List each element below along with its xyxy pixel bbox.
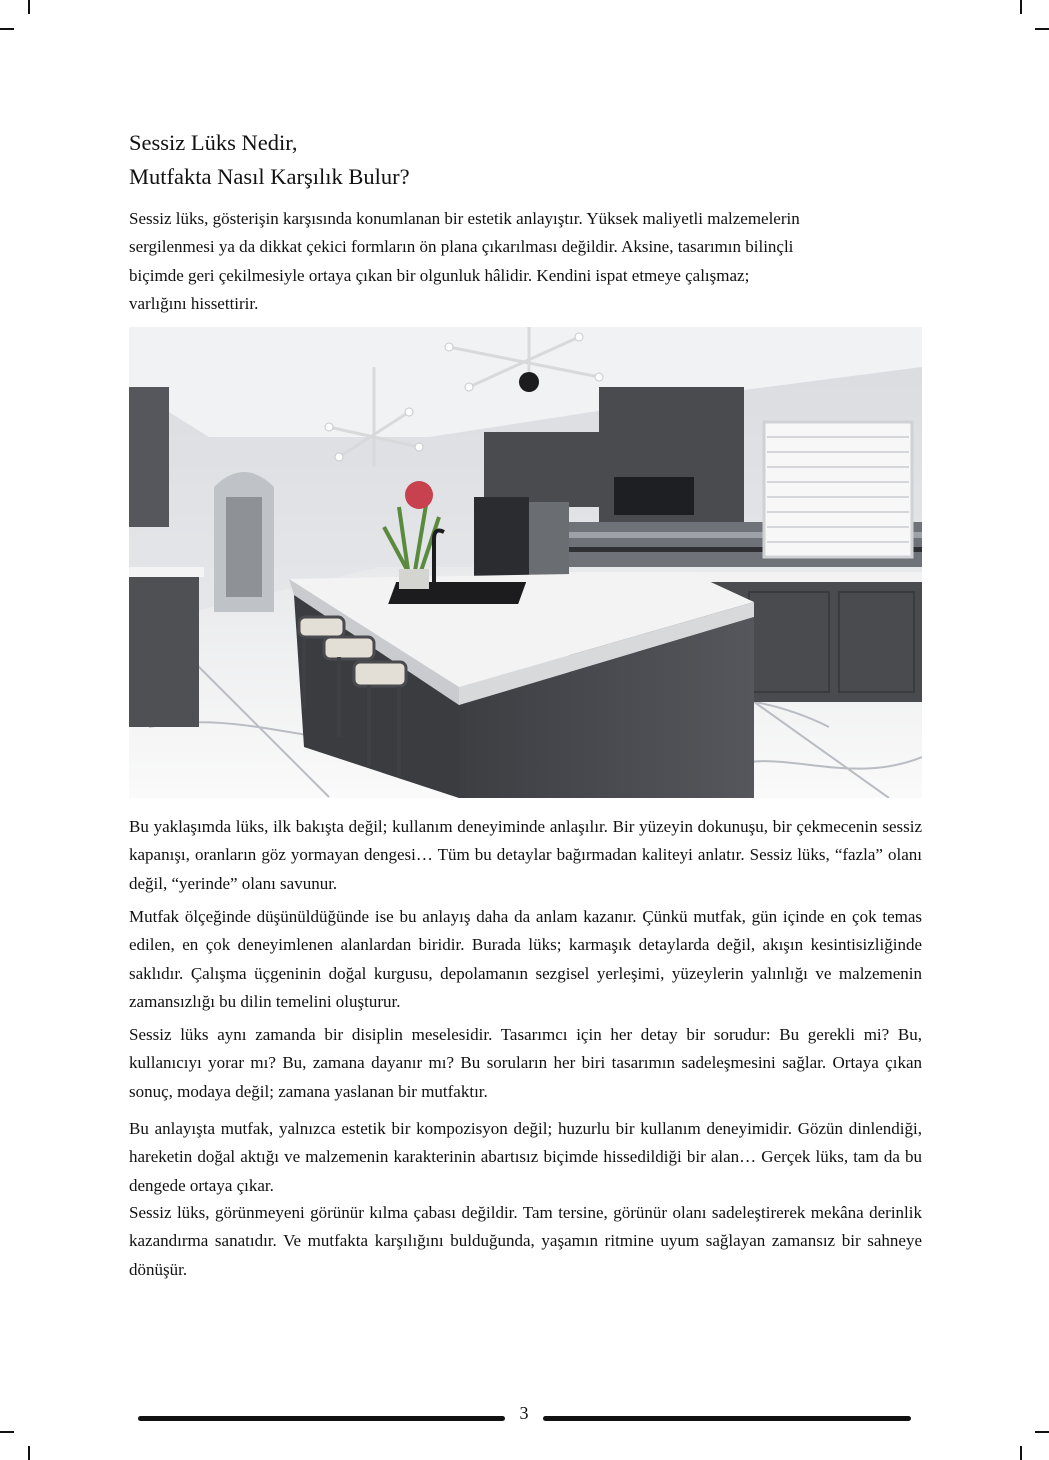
crop-mark: [28, 1446, 30, 1460]
kitchen-illustration: [129, 327, 922, 798]
footer-rule-left: [138, 1416, 505, 1421]
intro-line: Sessiz lüks, gösterişin karşısında konumlanan bir estetik anlayıştır. Yüksek maliyetli malzemelerin: [129, 209, 800, 228]
crop-mark: [1035, 28, 1049, 30]
page-title: [129, 126, 929, 194]
body-paragraph-3: Sessiz lüks aynı zamanda bir disiplin meselesidir. Tasarımcı için her detay bir sorudur: Bu gerekli mi? Bu, kullanıcıyı yorar mı? Bu, zamana dayanır mı? Bu soruların her biri tasarımın sadeleşmesini sağlar. Ortaya çıkan sonuç, modaya değil; zamana yaslanan bir mutfaktır.: [129, 1025, 922, 1101]
body-paragraph-2: Mutfak ölçeğinde düşünüldüğünde ise bu anlayış daha da anlam kazanır. Çünkü mutfak, gün içinde en çok temas edilen, en çok deneyimlenen alanlardan biridir. Burada lüks; karmaşık detaylarda değil, akışın kesintisizliğinde saklıdır. Çalışma üçgeninin doğal kurgusu, depolamanın sezgisel yerleşimi, yüzeylerin yalınlığı ve malzemenin zamansızlığı bu dilin temelini oluşturur.: [129, 907, 922, 1011]
intro-line: sergilenmesi ya da dikkat çekici formların ön plana çıkarılması değildir. Aksine, tasarımın bilinçli: [129, 237, 794, 257]
page-number: 3: [519, 1403, 529, 1423]
intro-line: varlığını hissettirir.: [129, 293, 259, 313]
body-paragraph-1: Bu yaklaşımda lüks, ilk bakışta değil; kullanım deneyiminde anlaşılır. Bir yüzeyin dokunuşu, bir çekmecenin sessiz kapanışı, oranların göz yormayan dengesi… Tüm bu detaylar bağırmadan kaliteyi anlatır. Sessiz lüks, “fazla” olanı değil, “yerinde” olanı savunur.: [129, 817, 922, 893]
crop-mark: [1020, 0, 1022, 14]
closing-paragraph: Sessiz lüks, görünmeyeni görünür kılma çabası değildir. Tam tersine, görünür olanı sadeleştirerek mekâna derinlik kazandırma sanatıdır. Ve mutfakta karşılığını bulduğunda, yaşamın ritmine uyum sağlayan zamansız bir sahneye dönüşür.: [129, 1203, 922, 1279]
crop-mark: [28, 0, 30, 14]
crop-mark: [1020, 1446, 1022, 1460]
crop-mark: [0, 28, 14, 30]
crop-mark: [0, 1431, 14, 1433]
intro-line: biçimde geri çekilmesiyle ortaya çıkan bir olgunluk hâlidir. Kendini ispat etmeye çalışmaz;: [129, 265, 750, 285]
intro-paragraph: [129, 205, 922, 318]
crop-mark: [1035, 1431, 1049, 1433]
body-paragraph-4: Bu anlayışta mutfak, yalnızca estetik bir kompozisyon değil; huzurlu bir kullanım deneyimidir. Gözün dinlendiği, hareketin doğal aktığı ve malzemenin karakterinin abartısız biçimde hissedildiği bir alan… Gerçek lüks, tam da bu dengede ortaya çıkar.: [129, 1119, 922, 1195]
kitchen-photo: [129, 327, 922, 798]
title-line-1: Sessiz Lüks Nedir,: [129, 130, 298, 155]
title-line-2: Mutfakta Nasıl Karşılık Bulur?: [129, 164, 410, 189]
footer-rule-right: [543, 1416, 911, 1421]
